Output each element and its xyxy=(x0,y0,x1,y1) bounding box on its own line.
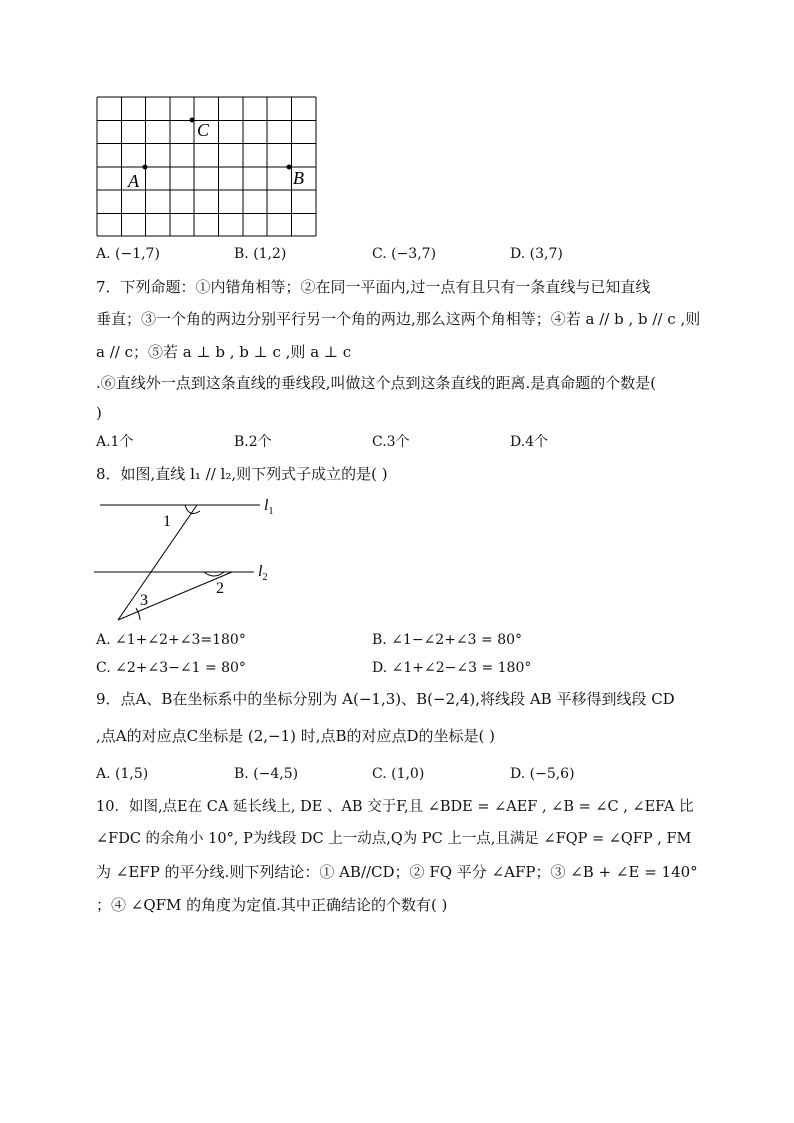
point-a xyxy=(143,165,148,170)
q7-line-3: a // c；⑤若 a ⊥ b , b ⊥ c ,则 a ⊥ c xyxy=(96,343,352,361)
q10-line-4: ；④ ∠QFM 的角度为定值.其中正确结论的个数有( ) xyxy=(96,896,448,914)
angle-3-arc xyxy=(136,608,140,620)
q7-line-2: 垂直；③一个角的两边分别平行另一个角的两边,那么这两个角相等；④若 a // b , b // c ,则 xyxy=(96,310,701,328)
q8-option-d: D. ∠1+∠2−∠3 = 180° xyxy=(372,660,532,676)
l2-label: $l_2$ xyxy=(258,563,268,583)
q7-option-d: D.4个 xyxy=(510,434,549,450)
q10-line-1: 10．如图,点E在 CA 延长线上, DE 、AB 交于F,且 ∠BDE = ∠AEF , ∠B = ∠C , ∠EFA 比 xyxy=(96,799,694,815)
q10-line-3: 为 ∠EFP 的平分线.则下列结论：① AB//CD；② FQ 平分 ∠AFP；③ ∠B + ∠E = 140° xyxy=(96,863,698,881)
angle-2-label: 2 xyxy=(216,580,224,597)
q9-option-c: C. (1,0) xyxy=(372,766,425,782)
transversal-line xyxy=(118,505,197,620)
q6-option-a: A. (−1,7) xyxy=(96,246,160,262)
q9-option-b: B. (−4,5) xyxy=(234,766,299,782)
q7-option-a: A.1个 xyxy=(96,434,134,450)
q9-option-a: A. (1,5) xyxy=(96,766,149,782)
q7-line-4: .⑥直线外一点到这条直线的垂线段,叫做这个点到这条直线的距离.是真命题的个数是( xyxy=(96,374,657,392)
q9-line-1: 9．点A、B在坐标系中的坐标分别为 A(−1,3)、B(−2,4),将线段 AB 平移得到线段 CD xyxy=(96,690,675,708)
q9-option-d: D. (−5,6) xyxy=(510,766,575,782)
grid-figure xyxy=(95,96,321,238)
q6-option-d: D. (3,7) xyxy=(510,246,563,262)
q8-option-b: B. ∠1−∠2+∠3 = 80° xyxy=(372,632,523,648)
point-b-label: B xyxy=(293,168,304,188)
q10-line-2: ∠FDC 的余角小 10°, P为线段 DC 上一动点,Q为 PC 上一点,且满足 ∠FQP = ∠QFP , FM xyxy=(96,831,692,847)
point-c xyxy=(190,118,195,123)
angle-3-label: 3 xyxy=(140,592,148,609)
angle-2-arc xyxy=(204,572,224,576)
angle-1-label: 1 xyxy=(163,513,171,530)
q8-stem: 8．如图,直线 l₁ // l₂,则下列式子成立的是( ) xyxy=(96,465,388,483)
grid-lines xyxy=(97,97,316,236)
q7-line-1: 7．下列命题：①内错角相等；②在同一平面内,过一点有且只有一条直线与已知直线 xyxy=(96,278,651,296)
parallel-lines-figure xyxy=(94,492,294,624)
second-transversal-line xyxy=(118,572,232,620)
q7-option-c: C.3个 xyxy=(372,434,410,450)
q6-option-b: B. (1,2) xyxy=(234,246,287,262)
point-c-label: C xyxy=(197,120,210,140)
q8-option-c: C. ∠2+∠3−∠1 = 80° xyxy=(96,660,246,676)
point-a-label: A xyxy=(128,171,139,191)
q9-line-2: ,点A的对应点C坐标是 (2,−1) 时,点B的对应点D的坐标是( ) xyxy=(96,727,496,745)
q6-option-c: C. (−3,7) xyxy=(372,246,437,262)
q7-option-b: B.2个 xyxy=(234,434,272,450)
q7-line-5: ) xyxy=(96,404,102,422)
l1-label: $l_1$ xyxy=(264,497,274,517)
point-b xyxy=(287,165,292,170)
q8-option-a: A. ∠1+∠2+∠3=180° xyxy=(96,632,246,648)
